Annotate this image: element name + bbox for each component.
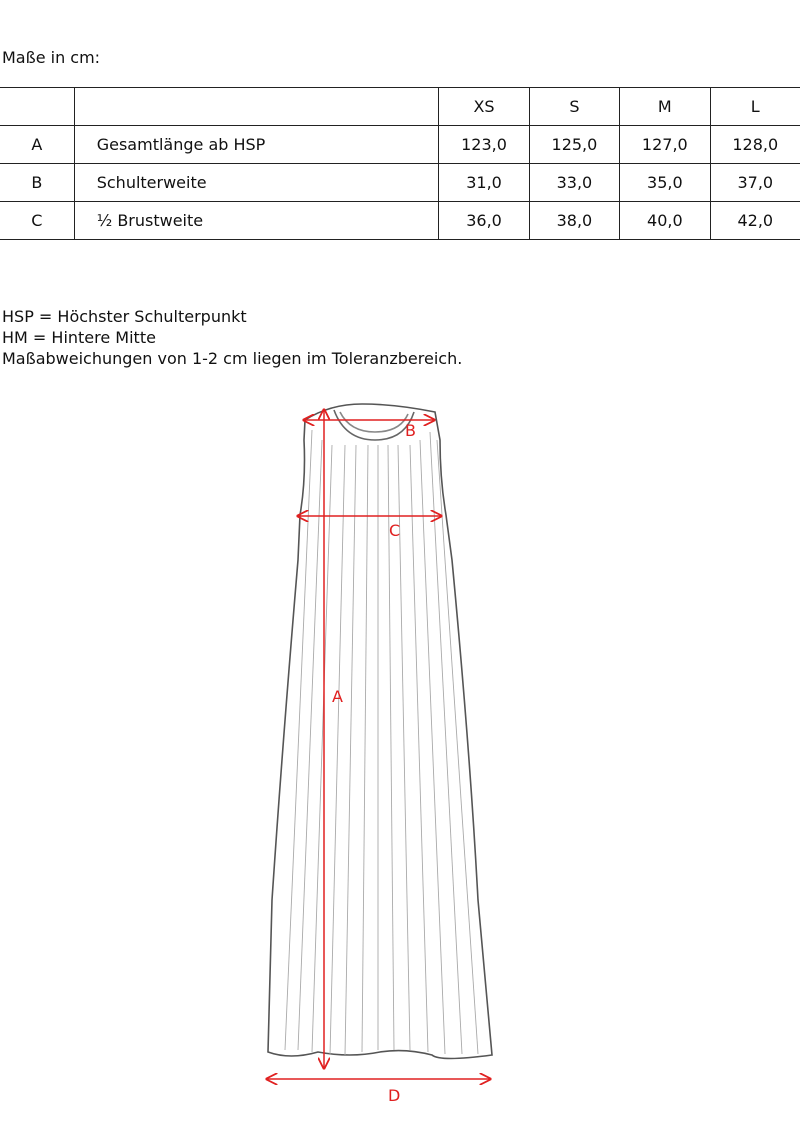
notes [2,306,462,369]
row-value: 128,0 [710,126,800,164]
header-size: M [620,88,710,126]
label-d: D [388,1086,401,1105]
table-row [0,202,800,240]
header-size: S [529,88,619,126]
row-value: 36,0 [439,202,529,240]
row-value: 123,0 [439,126,529,164]
dress-pleats [285,430,478,1055]
row-value: 33,0 [529,164,619,202]
note-hm: HM = Hintere Mitte [2,328,156,347]
header-empty-label [74,88,439,126]
row-value: 31,0 [439,164,529,202]
header-size: L [710,88,800,126]
row-key: B [0,164,74,202]
table-header-row [0,88,800,126]
size-table [0,87,800,240]
header-empty-key [0,88,74,126]
row-value: 42,0 [710,202,800,240]
row-value: 40,0 [620,202,710,240]
row-key: C [0,202,74,240]
header-size: XS [439,88,529,126]
row-label: Gesamtlänge ab HSP [74,126,439,164]
row-value: 37,0 [710,164,800,202]
note-hsp: HSP = Höchster Schulterpunkt [2,307,247,326]
row-value: 38,0 [529,202,619,240]
label-b: B [405,421,416,440]
table-row [0,126,800,164]
label-a: A [332,687,343,706]
row-label: Schulterweite [74,164,439,202]
row-label: ½ Brustweite [74,202,439,240]
note-tolerance: Maßabweichungen von 1-2 cm liegen im Toleranzbereich. [2,349,463,368]
row-value: 35,0 [620,164,710,202]
row-key: A [0,126,74,164]
row-value: 127,0 [620,126,710,164]
page-title: Maße in cm: [2,48,101,67]
table-row [0,164,800,202]
label-c: C [389,521,401,540]
row-value: 125,0 [529,126,619,164]
dress-measurement-diagram [255,395,515,1115]
